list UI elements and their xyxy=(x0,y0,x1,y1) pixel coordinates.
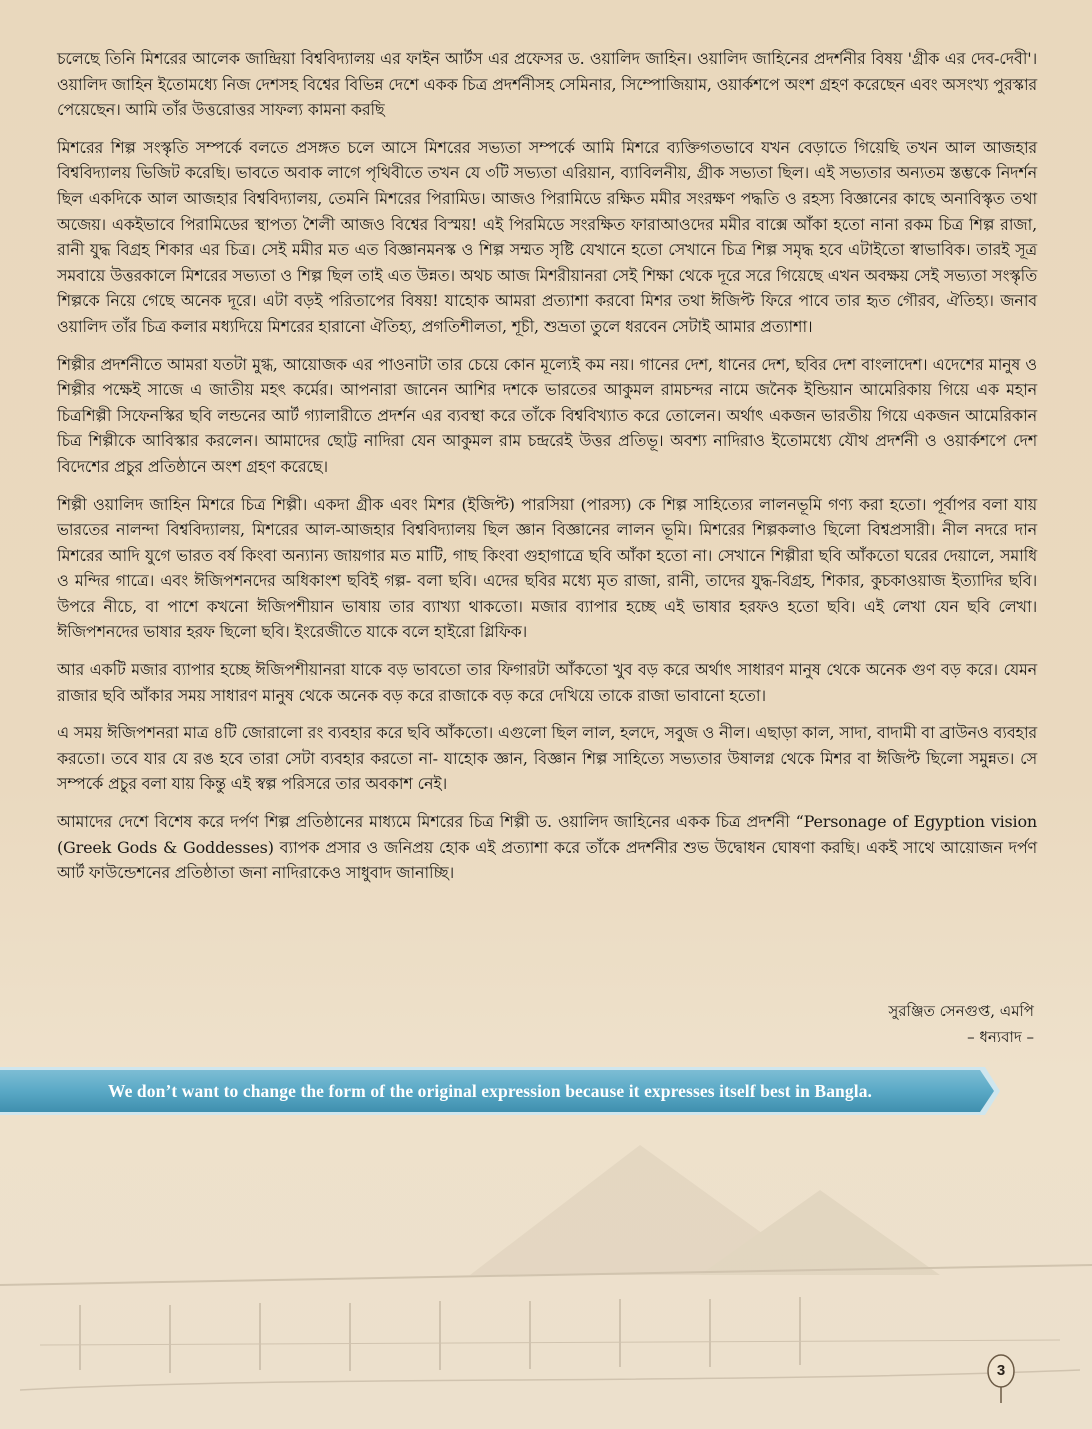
signature-name: সুরঞ্জিত সেনগুপ্ত, এমপি xyxy=(888,1002,1034,1020)
signature-thanks: – ধন্যবাদ – xyxy=(967,1028,1034,1046)
banner-text: We don’t want to change the form of the original expression because it expresses itself best in Bangla. xyxy=(107,1080,873,1101)
paragraph: এ সময় ঈজিপশনরা মাত্র ৪টি জোরালো রং ব্যবহার করে ছবি আঁকতো। এগুলো ছিল লাল, হলদে, সবুজ ও নীল। এছাড়া কাল, সাদা, বাদামী বা ব্রাউনও ব্যবহার করতো। তবে যার যে রঙ হবে তারা সেটা ব্যবহার করতো না- যাহোক জ্ঞান, বিজ্ঞান শিল্প সাহিত্যে সভ্যতার উষালগ্ন থেকে মিশর বা ঈজিপ্ট ছিলো সমুন্নত। সে সম্পর্কে প্রচুর বলা যায় কিন্তু এই স্বল্প পরিসরে তার অবকাশ নেই। xyxy=(57,723,1037,794)
paragraph: মিশরের শিল্প সংস্কৃতি সম্পর্কে বলতে প্রসঙ্গত চলে আসে মিশরের সভ্যতা সম্পর্কে আমি মিশরে ব্যক্তিগতভাবে যখন বেড়াতে গিয়েছি তখন আল আজহার বিশ্ববিদ্যালয় ভিজিট করেছি। ভাবতে অবাক লাগে পৃথিবীতে তখন যে ৩টি সভ্যতা এরিয়ান, ব্যাবিলনীয়, গ্রীক সভ্যতা ছিল। এই সভ্যতার অন্যতম স্তম্ভকে নিদর্শন ছিল একদিকে আল আজহার বিশ্ববিদ্যালয়, তেমনি মিশরের পিরামিড। আজও পিরামিডে রক্ষিত মমীর সংরক্ষণ পদ্ধতি ও রহস্য বিজ্ঞানের কাছে অনাবিস্কৃত তথা অজেয়। একইভাবে পিরামিডের স্থাপত্য শৈলী আজও বিশ্বের বিস্ময়! এই পিরমিডে সংরক্ষিত ফারাআওদের মমীর বাক্সে আঁকা হতো নানা রকম চিত্র শিল্প রাজা, রানী যুদ্ধ বিগ্রহ শিকার এর চিত্র। সেই মমীর মত এত বিজ্ঞানমনস্ক ও শিল্প সম্মত সৃষ্টি যেখানে হতো সেখানে চিত্র শিল্প সমৃদ্ধ হবে এটাইতো স্বাভাবিক। তারই সূত্র সমবায়ে উত্তরকালে মিশরের সভ্যতা ও শিল্প ছিল তাই এত উন্নত। অথচ আজ মিশরীয়ানরা সেই শিক্ষা থেকে দূরে সরে গিয়েছে এখন অবক্ষয় সেই সভ্যতা সংস্কৃতি শিল্পকে নিয়ে গেছে অনেক দূরে। এটা বড়ই পরিতাপের বিষয়! যাহোক আমরা প্রত্যাশা করবো মিশর তথা ঈজিপ্ট ফিরে পাবে তার হৃত গৌরব, ঐতিহ্য। জনাব ওয়ালিদ তাঁর চিত্র কলার মধ্যদিয়ে মিশরের হারানো ঐতিহ্য, প্রগতিশীলতা, শূচী, শুভ্রতা তুলে ধরবেন সেটাই আমার প্রত্যাশা। xyxy=(57,137,1038,336)
signature-block xyxy=(888,998,1034,1050)
article-body xyxy=(57,46,1037,898)
paragraph: শিল্পীর প্রদর্শনীতে আমরা যতটা মুগ্ধ, আয়োজক এর পাওনাটা তার চেয়ে কোন মূল্যেই কম নয়। গানের দেশ, ধানের দেশ, ছবির দেশ বাংলাদেশ। এদেশের মানুষ ও শিল্পীর পক্ষেই সাজে এ জাতীয় মহৎ কর্মের। আপনারা জানেন আশির দশকে ভারতের আকুমল রামচন্দর নামে জনৈক ইন্ডিয়ান আমেরিকায় গিয়ে এক মহান চিত্রশিল্পী সিফেনস্কির ছবি লন্ডনের আর্ট গ্যালারীতে প্রদর্শন এর ব্যবস্থা করে তাঁকে বিশ্ববিখ্যাত করে তোলেন। অর্থাৎ একজন ভারতীয় গিয়ে একজন আমেরিকান চিত্র শিল্পীকে আবিস্কার করলেন। আমাদের ছোট্ট নাদিরা যেন আকুমল রাম চন্দ্ররেই উত্তর প্রতিভূ। অবশ্য নাদিরাও ইতোমধ্যে যৌথ প্রদর্শনী ও ওয়ার্কশপে দেশ বিদেশের প্রচুর প্রতিষ্ঠানে অংশ গ্রহণ করেছে। xyxy=(57,354,1037,476)
paragraph: চলেছে তিনি মিশরের আলেক জান্দ্রিয়া বিশ্ববিদ্যালয় এর ফাইন আর্টস এর প্রফেসর ড. ওয়ালিদ জাহিন। ওয়ালিদ জাহিনের প্রদর্শনীর বিষয় 'গ্রীক এর দেব-দেবী'। ওয়ালিদ জাহিন ইতোমধ্যে নিজ দেশসহ বিশ্বের বিভিন্ন দেশে একক চিত্র প্রদর্শনীসহ সেমিনার, সিম্পোজিয়াম, ওয়ার্কশপে অংশ গ্রহণ করেছেন এবং অসংখ্য পুরস্কার পেয়েছেন। আমি তাঁর উত্তরোত্তর সাফল্য কামনা করছি xyxy=(57,49,1037,120)
paragraph: আর একটি মজার ব্যাপার হচ্ছে ঈজিপশীয়ানরা যাকে বড় ভাবতো তার ফিগারটা আঁকতো খুব বড় করে অর্থাৎ সাধারণ মানুষ থেকে অনেক গুণ বড় করে। যেমন রাজার ছবি আঁকার সময় সাধারণ মানুষ থেকে অনেক বড় করে রাজাকে বড় করে দেখিয়ে তাকে রাজা ভাবানো হতো। xyxy=(57,660,1037,705)
paragraph: শিল্পী ওয়ালিদ জাহিন মিশরে চিত্র শিল্পী। একদা গ্রীক এবং মিশর (ইজিপ্ট) পারসিয়া (পারস্য) কে শিল্প সাহিত্যের লালনভূমি গণ্য করা হতো। পূর্বাপর বলা যায় ভারতের নালন্দা বিশ্ববিদ্যালয়, মিশরের আল-আজহার বিশ্ববিদ্যালয় ছিল জ্ঞান বিজ্ঞানের লালন ভূমি। মিশরের শিল্পকলাও ছিলো বিশ্বপ্রসারী। নীল নদরে দান মিশরের আদি যুগে ভারত বর্ষ কিংবা অন্যান্য জায়গার মত মাটি, গাছ কিংবা গুহাগাত্রে ছবি আঁকা হতো না। সেখানে শিল্পীরা ছবি আঁকতো ঘরের দেয়ালে, সমাধি ও মন্দির গাত্রে। এবং ঈজিপশনদের অধিকাংশ ছবিই গল্প- বলা ছবি। এদের ছবির মধ্যে মৃত রাজা, রানী, তাদের যুদ্ধ-বিগ্রহ, শিকার, কুচকাওয়াজ ইত্যাদির ছবি। উপরে নীচে, বা পাশে কখনো ঈজিপশীয়ান ভাষায় তার ব্যাখ্যা থাকতো। মজার ব্যাপার হচ্ছে এই ভাষার হরফও হতো ছবি। এই লেখা যেন ছবি লেখা। ঈজিপশনদের ভাষার হরফ ছিলো ছবি। ইংরেজীতে যাকে বলে হাইরো গ্লিফিক। xyxy=(57,494,1038,642)
page-number: 3 xyxy=(996,1362,1006,1379)
faded-egypt-illustration xyxy=(0,1115,1092,1429)
paragraph: আমাদের দেশে বিশেষ করে দর্পণ শিল্প প্রতিষ্ঠানের মাধ্যমে মিশরের চিত্র শিল্পী ড. ওয়ালিদ জাহিনের একক চিত্র প্রদর্শনী “Personage of Egyption vision (Greek Gods & Goddesses) ব্যাপক প্রসার ও জনিপ্রয় হোক এই প্রত্যাশা করে তাঁকে প্রদর্শনীর শুভ উদ্বোধন ঘোষণা করছি। একই সাথে আয়োজন দর্পণ আর্ট ফাউন্ডেশনের প্রতিষ্ঠাতা জনা নাদিরাকেও সাধুবাদ জানাচ্ছি। xyxy=(57,812,1037,883)
quote-banner xyxy=(0,1067,1000,1115)
